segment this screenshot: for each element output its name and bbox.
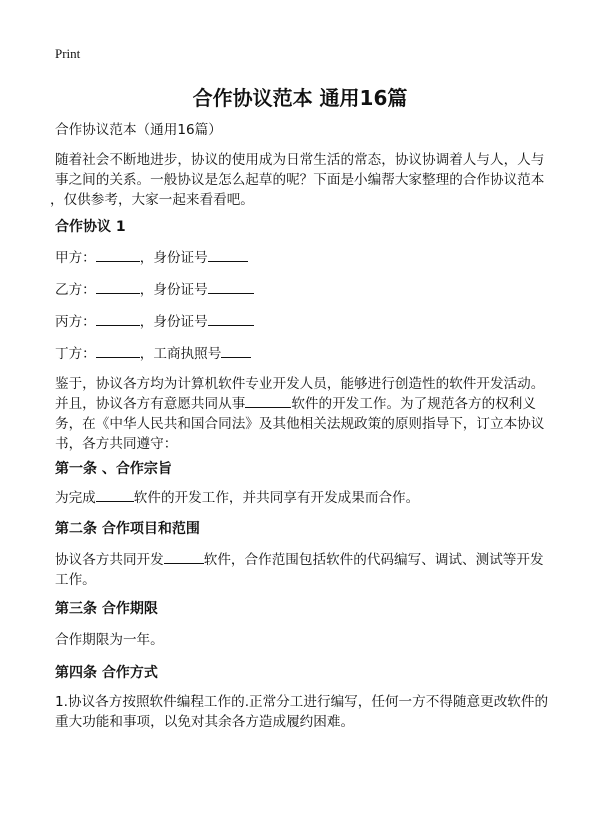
article-text-part: 软件，合作范围包括软件的代码编写、调试、测试等开发 — [203, 552, 544, 568]
party-line-b — [55, 280, 254, 300]
preamble-line: 鉴于，协议各方均为计算机软件专业开发人员，能够进行创造性的软件开发活动。 — [55, 376, 545, 392]
article-text-part: 软件的开发工作，并共同享有开发成果而合作。 — [133, 490, 420, 506]
article-text: 重大功能和事项，以免对其余各方造成履约困难。 — [55, 714, 355, 730]
article-text — [55, 488, 419, 508]
blank — [96, 313, 140, 326]
subtitle: 合作协议范本（通用16篇） — [55, 122, 222, 138]
intro-line: ，仅供参考，大家一起来看看吧。 — [50, 192, 254, 208]
page-title: 合作协议范本 通用16篇 — [192, 86, 408, 110]
section-heading: 合作协议 1 — [55, 219, 126, 235]
preamble-text: 软件的开发工作。为了规范各方的权利义 — [291, 396, 536, 412]
preamble-line — [55, 394, 536, 414]
blank — [96, 281, 140, 294]
preamble-line: 书，各方共同遵守： — [55, 436, 178, 452]
article-text-part: 协议各方共同开发 — [55, 552, 164, 568]
preamble-line: 务，在《中华人民共和国合同法》及其他相关法规政策的原则指导下，订立本协议 — [55, 416, 545, 432]
blank — [164, 551, 204, 564]
intro-line: 随着社会不断地进步，协议的使用成为日常生活的常态，协议协调着人与人，人与 — [55, 152, 545, 168]
party-line-c — [55, 312, 254, 332]
party-label: 丙方： — [55, 314, 96, 330]
party-line-a — [55, 248, 248, 268]
party-id-label: ，身份证号 — [139, 282, 208, 298]
party-id-label: ，身份证号 — [139, 314, 208, 330]
party-id-label: ，身份证号 — [139, 250, 208, 266]
blank — [208, 313, 254, 326]
party-label: 乙方： — [55, 282, 96, 298]
blank — [221, 345, 251, 358]
article-text: 合作期限为一年。 — [55, 632, 164, 648]
blank — [245, 395, 291, 408]
article-heading: 第四条 合作方式 — [55, 665, 158, 681]
blank — [96, 249, 140, 262]
article-heading: 第二条 合作项目和范围 — [55, 521, 200, 537]
article-text: 工作。 — [55, 572, 96, 588]
party-label: 丁方： — [55, 346, 96, 362]
article-text: 1.协议各方按照软件编程工作的.正常分工进行编写，任何一方不得随意更改软件的 — [55, 694, 549, 710]
blank — [96, 489, 134, 502]
blank — [208, 249, 248, 262]
party-id-label: ，工商执照号 — [139, 346, 222, 362]
article-heading: 第三条 合作期限 — [55, 601, 158, 617]
article-heading: 第一条 、合作宗旨 — [55, 461, 172, 477]
intro-line: 事之间的关系。一般协议是怎么起草的呢？下面是小编帮大家整理的合作协议范本 — [55, 172, 545, 188]
print-link[interactable]: Print — [55, 46, 81, 61]
preamble-text: 并且，协议各方有意愿共同从事 — [55, 396, 246, 412]
article-text-part: 为完成 — [55, 490, 96, 506]
article-text — [55, 550, 544, 570]
blank — [208, 281, 254, 294]
party-line-d — [55, 344, 251, 364]
party-label: 甲方： — [55, 250, 96, 266]
blank — [96, 345, 140, 358]
